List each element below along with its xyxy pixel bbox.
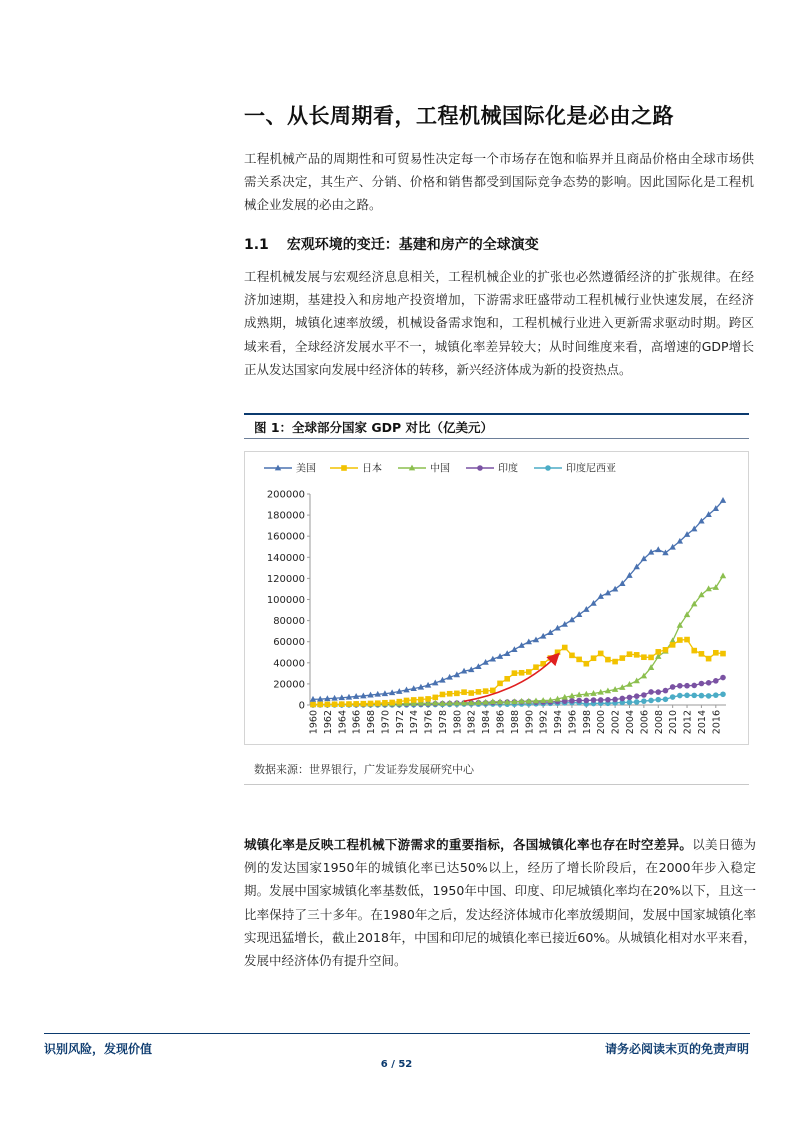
- x-tick-label: 1966: [351, 710, 363, 735]
- data-point: [691, 683, 697, 689]
- data-point: [699, 651, 705, 657]
- x-tick-label: 1968: [366, 710, 378, 735]
- data-point: [404, 698, 410, 704]
- data-point: [576, 657, 582, 663]
- data-point: [677, 683, 683, 689]
- data-point: [648, 655, 654, 661]
- data-point: [706, 680, 712, 686]
- data-point: [655, 697, 661, 703]
- y-tick-label: 160000: [266, 531, 305, 543]
- data-point: [569, 698, 575, 704]
- data-point: [368, 701, 374, 707]
- urbanization-paragraph: [244, 833, 756, 972]
- x-tick-label: 1986: [495, 710, 507, 735]
- data-point: [706, 693, 712, 699]
- data-point: [619, 655, 625, 661]
- x-tick-label: 1976: [423, 710, 435, 735]
- x-tick-label: 1982: [466, 710, 478, 735]
- data-point: [670, 642, 676, 648]
- data-point: [641, 654, 647, 660]
- data-point: [447, 691, 453, 697]
- data-point: [389, 700, 395, 706]
- data-point: [648, 698, 654, 704]
- data-point: [634, 693, 640, 699]
- data-point: [361, 701, 367, 707]
- x-tick-label: 1984: [481, 710, 493, 735]
- data-point: [663, 688, 669, 694]
- footer-divider: [44, 1033, 750, 1034]
- data-point: [720, 675, 726, 681]
- data-point: [605, 657, 611, 663]
- data-point: [699, 693, 705, 699]
- data-point: [461, 689, 467, 695]
- data-point: [699, 681, 705, 687]
- x-tick-label: 1994: [553, 710, 565, 735]
- data-point: [310, 702, 316, 708]
- data-point: [411, 697, 417, 703]
- data-point: [598, 697, 604, 703]
- data-point: [655, 689, 661, 695]
- x-tick-label: 2002: [610, 710, 622, 735]
- x-tick-label: 1996: [567, 710, 579, 735]
- data-point: [576, 698, 582, 704]
- legend-marker: [477, 465, 483, 471]
- data-point: [526, 669, 532, 675]
- section-heading: [244, 234, 539, 254]
- data-point: [720, 651, 726, 657]
- y-tick-label: 80000: [273, 616, 305, 628]
- data-point: [454, 691, 460, 697]
- data-point: [612, 697, 618, 703]
- data-point: [634, 652, 640, 658]
- data-point: [627, 651, 633, 657]
- data-point: [476, 689, 482, 695]
- x-tick-label: 1960: [308, 710, 320, 735]
- y-tick-label: 180000: [266, 510, 305, 522]
- data-point: [627, 699, 633, 705]
- page-number: 6 / 52: [380, 1059, 413, 1070]
- x-tick-label: 2016: [711, 710, 723, 735]
- data-point: [425, 696, 431, 702]
- data-point: [627, 695, 633, 701]
- data-point: [382, 700, 388, 706]
- data-point: [569, 653, 575, 659]
- data-point: [691, 693, 697, 699]
- data-point: [677, 637, 683, 643]
- y-tick-label: 100000: [266, 595, 305, 606]
- y-tick-label: 40000: [273, 658, 305, 670]
- data-point: [397, 699, 403, 705]
- gdp-chart-svg: [244, 451, 749, 745]
- x-tick-label: 2006: [639, 710, 651, 735]
- legend-marker: [341, 465, 347, 471]
- x-tick-label: 1980: [452, 710, 464, 735]
- x-tick-label: 2004: [624, 710, 636, 735]
- data-point: [720, 691, 726, 697]
- intro-paragraph: 工程机械产品的周期性和可贸易性决定每一个市场存在饱和临界并且商品价格由全球市场供需关系决定，其生产、分销、价格和销售都受到国际竞争态势的影响。因此国际化是工程机械企业发展的必由之路。: [244, 151, 754, 213]
- data-point: [677, 693, 683, 699]
- data-point: [562, 645, 568, 651]
- y-tick-label: 120000: [266, 573, 305, 585]
- page-title: 一、从长周期看，工程机械国际化是必由之路: [244, 104, 674, 128]
- data-point: [655, 649, 661, 655]
- data-point: [346, 701, 352, 707]
- urbanization-body: 以美日德为例的发达国家1950年的城镇化率已达50%以上，经历了增长阶段后，在2000年步入稳定期。发展中国家城镇化率基数低，1950年中国、印度、印尼城镇化率均在20%以下，且这一比率保持了三十多年。在1980年之后，发达经济体城市化率放缓期间，发展中国家城镇化率实现迅猛增长，截止2018年，中国和印尼的城镇化率已接近60%。从城镇化相对水平来看，发展中经济体仍有提升空间。: [244, 837, 756, 969]
- data-point: [598, 651, 604, 657]
- x-tick-label: 1974: [409, 710, 421, 735]
- data-point: [670, 694, 676, 700]
- x-tick-label: 2000: [596, 710, 608, 735]
- section-number: 1.1: [244, 237, 269, 253]
- urbanization-lead: 城镇化率是反映工程机械下游需求的重要指标，各国城镇化率也存在时空差异。: [244, 837, 693, 852]
- data-point: [591, 655, 597, 661]
- section-paragraph: 工程机械发展与宏观经济息息相关，工程机械企业的扩张也必然遵循经济的扩张规律。在经济加速期，基建投入和房地产投资增加，下游需求旺盛带动工程机械行业快速发展，在经济成熟期，城镇化速率放缓，机械设备需求饱和，工程机械行业进入更新需求驱动时期。跨区域来看，全球经济发展水平不一，城镇化率差异较大；从时间维度来看，高增速的GDP增长正从发达国家向发展中经济体的转移，新兴经济体成为新的投资热点。: [244, 269, 754, 377]
- data-point: [641, 692, 647, 698]
- x-tick-label: 1972: [394, 710, 406, 735]
- x-tick-label: 1998: [581, 710, 593, 735]
- data-point: [519, 670, 525, 676]
- data-point: [418, 697, 424, 703]
- y-tick-label: 20000: [273, 679, 305, 691]
- figure-source: 数据来源：世界银行，广发证券发展研究中心: [254, 763, 474, 776]
- x-tick-label: 1978: [437, 710, 449, 735]
- legend-label: 美国: [296, 463, 316, 475]
- data-point: [468, 690, 474, 696]
- figure-title: 图 1：全球部分国家 GDP 对比（亿美元）: [254, 420, 494, 435]
- data-point: [605, 697, 611, 703]
- data-point: [440, 692, 446, 698]
- section-title: 宏观环境的变迁：基建和房产的全球演变: [286, 237, 539, 253]
- legend-label: 中国: [430, 463, 450, 475]
- data-point: [648, 689, 654, 695]
- data-point: [591, 697, 597, 703]
- data-point: [706, 656, 712, 662]
- data-point: [634, 699, 640, 705]
- data-point: [684, 693, 690, 699]
- data-point: [317, 702, 323, 708]
- data-point: [490, 688, 496, 694]
- data-point: [512, 670, 518, 676]
- x-tick-label: 2014: [696, 710, 708, 735]
- x-tick-label: 1962: [322, 710, 334, 735]
- data-point: [691, 648, 697, 654]
- x-tick-label: 1992: [538, 710, 550, 735]
- data-point: [619, 696, 625, 702]
- data-point: [713, 650, 719, 656]
- data-point: [584, 661, 590, 667]
- data-point: [353, 701, 359, 707]
- legend-label: 印度: [498, 463, 518, 475]
- x-tick-label: 2008: [653, 710, 665, 735]
- x-tick-label: 2010: [668, 710, 680, 735]
- data-point: [663, 647, 669, 653]
- data-point: [641, 698, 647, 704]
- x-tick-label: 1988: [509, 710, 521, 735]
- x-tick-label: 1970: [380, 710, 392, 735]
- y-tick-label: 200000: [266, 489, 305, 501]
- data-point: [375, 700, 381, 706]
- legend-label: 印度尼西亚: [566, 463, 616, 475]
- data-point: [713, 678, 719, 684]
- data-point: [497, 681, 503, 687]
- data-point: [663, 697, 669, 703]
- data-point: [332, 701, 338, 707]
- data-point: [584, 698, 590, 704]
- data-point: [684, 683, 690, 689]
- data-point: [325, 702, 331, 708]
- data-point: [483, 688, 489, 694]
- x-tick-label: 1964: [337, 710, 349, 735]
- data-point: [504, 676, 510, 682]
- data-point: [533, 664, 539, 670]
- data-point: [612, 659, 618, 665]
- figure-title-bar: [244, 413, 749, 439]
- legend-marker: [545, 465, 551, 471]
- data-point: [713, 692, 719, 698]
- data-point: [684, 637, 690, 643]
- source-divider: [244, 784, 749, 785]
- footer-slogan: 识别风险，发现价值: [44, 1042, 153, 1056]
- y-tick-label: 60000: [273, 637, 305, 649]
- x-tick-label: 2012: [682, 710, 694, 735]
- gdp-chart: [244, 451, 749, 745]
- data-point: [555, 649, 561, 655]
- data-point: [339, 701, 345, 707]
- data-point: [432, 695, 438, 701]
- footer-disclaimer: 请务必阅读末页的免责声明: [604, 1042, 749, 1056]
- y-tick-label: 140000: [266, 552, 305, 564]
- legend-label: 日本: [362, 463, 382, 475]
- data-point: [670, 684, 676, 690]
- y-tick-label: 0: [298, 700, 305, 712]
- x-tick-label: 1990: [524, 710, 536, 735]
